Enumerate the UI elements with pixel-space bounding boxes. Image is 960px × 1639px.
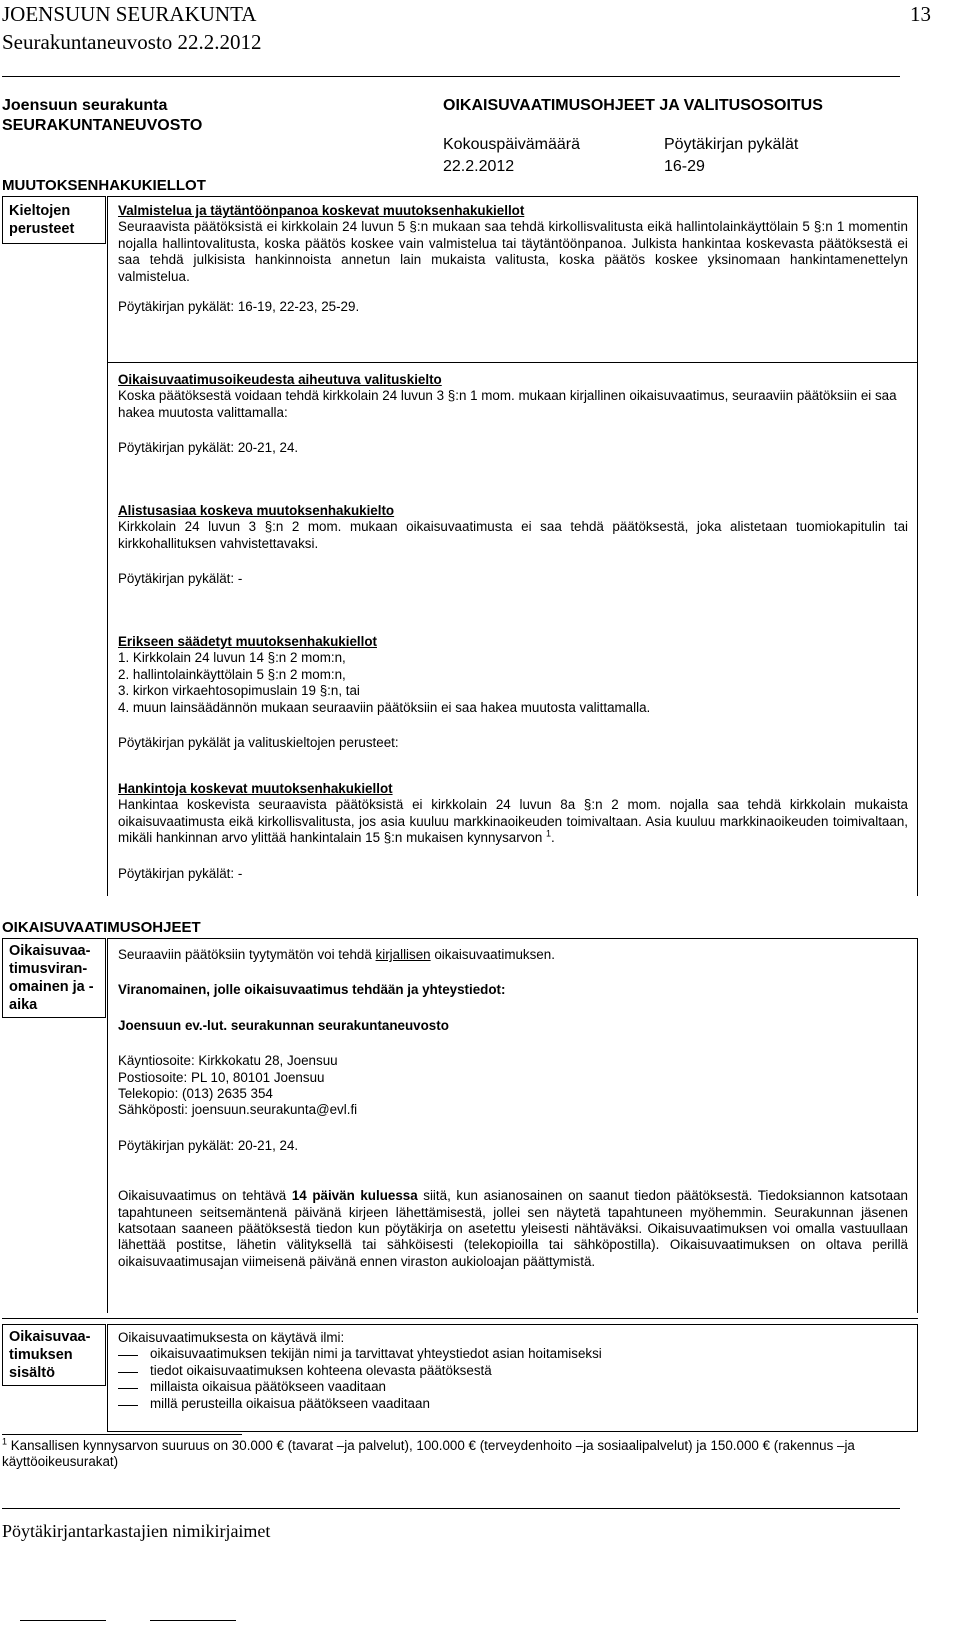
content-list: [118, 1346, 908, 1412]
page-number: 13: [910, 2, 931, 26]
signature-line-2[interactable]: [150, 1620, 236, 1621]
header-meeting: Seurakuntaneuvosto 22.2.2012: [2, 30, 262, 54]
section-title-kiellot: MUUTOKSENHAKUKIELLOT: [2, 177, 206, 194]
box-divider-2: [2, 1318, 918, 1319]
doc-title: OIKAISUVAATIMUSOHJEET JA VALITUSOSOITUS: [443, 97, 823, 114]
org-left: Joensuun seurakunta: [2, 97, 168, 114]
block-valmistelu: [118, 203, 908, 315]
intro-underlined: kirjallisen: [375, 947, 431, 962]
label-box-sisalto: [2, 1324, 106, 1386]
content-item: millaista oikaisua päätökseen vaaditaan: [118, 1379, 908, 1395]
contacts: [118, 1053, 908, 1119]
label-kieltojen: Kieltojen perusteet: [9, 203, 75, 237]
block-oikaisuvaatimusoikeus: [118, 372, 908, 457]
footer-rule: [2, 1508, 900, 1509]
contact-fax: Telekopio: (013) 2635 354: [118, 1086, 273, 1102]
block-alistusasia: [118, 503, 908, 588]
text-hankinnat-end: .: [551, 830, 555, 846]
text-oikaisuvaatimusoikeus: Koska päätöksestä voidaan tehdä kirkkolain 24 luvun 3 §:n 1 mom. mukaan kirjallinen oikaisuvaatimus, seuraaviin päätöksiin ei saa hakea muutosta valittamalla:: [118, 388, 897, 420]
contact-post: Postiosoite: PL 10, 80101 Joensuu: [118, 1069, 325, 1085]
item-erikseen-4: 4. muun lainsäädännön mukaan seuraaviin päätöksiin ei saa hakea muutosta valittamalla.: [118, 699, 651, 715]
intro-pre: Seuraaviin päätöksiin tyytymätön voi tehdä: [118, 947, 376, 962]
signature-line-1[interactable]: [20, 1620, 106, 1621]
sections-value: 16-29: [664, 158, 705, 175]
intro-post: oikaisuvaatimuksen.: [430, 947, 555, 962]
block-sisalto: [118, 1330, 908, 1412]
text-valmistelu: Seuraavista päätöksistä ei kirkkolain 24 luvun 5 §:n mukaan saa tehdä kirkollisvalitusta eikä hallintolainkäyttölain 5 §:n 1 momentin nojalla hallintovalitusta, koska päätös koskee vain valmistelua tai täytäntöönpanoa. Julkista hankintaa koskevasta päätöksestä ei saa tehdä julkisista hankinnoista annetun lain mukaista valitusta, koska päätös koskee yksinomaan hankintamenettelyn valmistelua.: [118, 219, 908, 284]
sections-oikaisuvaatimusoikeus: Pöytäkirjan pykälät: 20-21, 24.: [118, 440, 299, 456]
content-intro: Oikaisuvaatimuksesta on käytävä ilmi:: [118, 1330, 345, 1345]
heading-hankinnat: Hankintoja koskevat muutoksenhakukiellot: [118, 781, 393, 796]
date-label: Kokouspäivämäärä: [443, 136, 580, 153]
sections-erikseen: Pöytäkirjan pykälät ja valituskieltojen perusteet:: [118, 735, 399, 751]
block-viranomainen: [118, 947, 908, 1270]
text-alistusasia: Kirkkolain 24 luvun 3 §:n 2 mom. mukaan oikaisuvaatimusta ei saa tehdä päätöksestä, joka alistetaan tuomiokapitulin tai kirkkohallituksen vahvistettavaksi.: [118, 519, 908, 551]
sections-hankinnat: Pöytäkirjan pykälät: -: [118, 865, 243, 881]
label-box-viranomainen: [2, 938, 106, 1018]
signatures-label: Pöytäkirjantarkastajien nimikirjaimet: [2, 1521, 271, 1541]
sections-ohjeet: Pöytäkirjan pykälät: 20-21, 24.: [118, 1137, 299, 1153]
sections-alistusasia: Pöytäkirjan pykälät: -: [118, 571, 243, 587]
heading-valmistelu: Valmistelua ja täytäntöönpanoa koskevat muutoksenhakukiellot: [118, 203, 525, 218]
text-hankinnat: Hankintaa koskevista seuraavista päätöksistä ei kirkkolain 24 luvun 8a §:n 2 mom. nojalla saa tehdä kirkkolain mukaista oikaisuvaatimusta eikä kirkollisvalitusta, jos asia kuuluu markkinaoikeuden toimivaltaan. Asia kuuluu markkinaoikeuden toimivaltaan, mikäli hankinnan arvo ylittää hankintalain 15 §:n mukaisen kynnysarvon: [118, 797, 908, 846]
header-rule: [2, 76, 900, 77]
body-left: SEURAKUNTANEUVOSTO: [2, 117, 203, 134]
item-erikseen-3: 3. kirkon virkaehtosopimuslain 19 §:n, tai: [118, 683, 360, 699]
contact-email[interactable]: Sähköposti: joensuun.seurakunta@evl.fi: [118, 1102, 358, 1118]
content-item: tiedot oikaisuvaatimuksen kohteena olevasta päätöksestä: [118, 1363, 908, 1379]
footnote-text: Kansallisen kynnysarvon suuruus on 30.000 € (tavarat –ja palvelut), 100.000 € (terveydenhoito –ja sosiaalipalvelut) ja 150.000 € (rakennus –ja käyttöoikeusurakat): [2, 1438, 855, 1470]
header-org: JOENSUUN SEURAKUNTA: [2, 2, 257, 26]
block-hankinnat: [118, 781, 908, 882]
deadline-text: [118, 1188, 908, 1270]
label-viranomainen: Oikaisuvaa- timusviran- omainen ja - aika: [9, 943, 94, 1013]
authority-heading: Viranomainen, jolle oikaisuvaatimus tehdään ja yhteystiedot:: [118, 982, 506, 998]
contact-visit: Käyntiosoite: Kirkkokatu 28, Joensuu: [118, 1053, 338, 1069]
deadline-post: siitä, kun asianosainen on saanut tiedon päätöksestä. Tiedoksiannon katsotaan tapahtuneen seitsemäntenä päivänä kirjeen lähettämisestä, jollei sen näytetä tapahtuneen myöhemmin. Seurakunnan jäsenen katsotaan saaneen päätöksestä tiedon kun pöytäkirja on asetettu yleisesti nähtäväksi. Oikaisuvaatimuksen voi omalla vastuullaan lähettää postitse, lähetin välityksellä tai sähköisesti (telekopioilla tai sähköpostilla). Oikaisuvaatimuksen on oltava perillä oikaisuvaatimusajan viimeisenä päivänä ennen viraston aukioloajan päättymistä.: [118, 1188, 909, 1269]
footnote-mark: 1: [2, 1436, 8, 1447]
authority-name: Joensuun ev.-lut. seurakunnan seurakuntaneuvosto: [118, 1017, 449, 1033]
deadline-bold: 14 päivän kuluessa: [291, 1188, 418, 1204]
label-sisalto: Oikaisuvaa- timuksen sisältö: [9, 1329, 91, 1381]
sections-valmistelu: Pöytäkirjan pykälät: 16-19, 22-23, 25-29.: [118, 299, 360, 315]
label-box-kieltojen: [2, 196, 106, 244]
heading-oikaisuvaatimusoikeus: Oikaisuvaatimusoikeudesta aiheutuva valituskielto: [118, 372, 442, 387]
content-item: millä perusteilla oikaisua päätökseen vaaditaan: [118, 1396, 908, 1412]
deadline-pre: Oikaisuvaatimus on tehtävä: [118, 1188, 292, 1204]
intro-line: [118, 947, 908, 963]
heading-alistusasia: Alistusasiaa koskeva muutoksenhakukielto: [118, 503, 395, 518]
item-erikseen-2: 2. hallintolainkäyttölain 5 §:n 2 mom:n,: [118, 666, 346, 682]
item-erikseen-1: 1. Kirkkolain 24 luvun 14 §:n 2 mom:n,: [118, 650, 346, 666]
footnote-ref[interactable]: 1: [546, 828, 552, 839]
text-hankinnat-wrap: [118, 797, 908, 846]
box-divider: [107, 362, 918, 363]
footnote: [2, 1438, 902, 1471]
date-value: 22.2.2012: [443, 158, 515, 175]
section-title-ohjeet: OIKAISUVAATIMUSOHJEET: [2, 919, 201, 936]
footnote-rule: [2, 1434, 242, 1435]
content-item: oikaisuvaatimuksen tekijän nimi ja tarvittavat yhteystiedot asian hoitamiseksi: [118, 1346, 908, 1362]
block-erikseen: [118, 634, 908, 751]
heading-erikseen: Erikseen säädetyt muutoksenhakukiellot: [118, 634, 377, 649]
sections-label: Pöytäkirjan pykälät: [664, 136, 799, 153]
